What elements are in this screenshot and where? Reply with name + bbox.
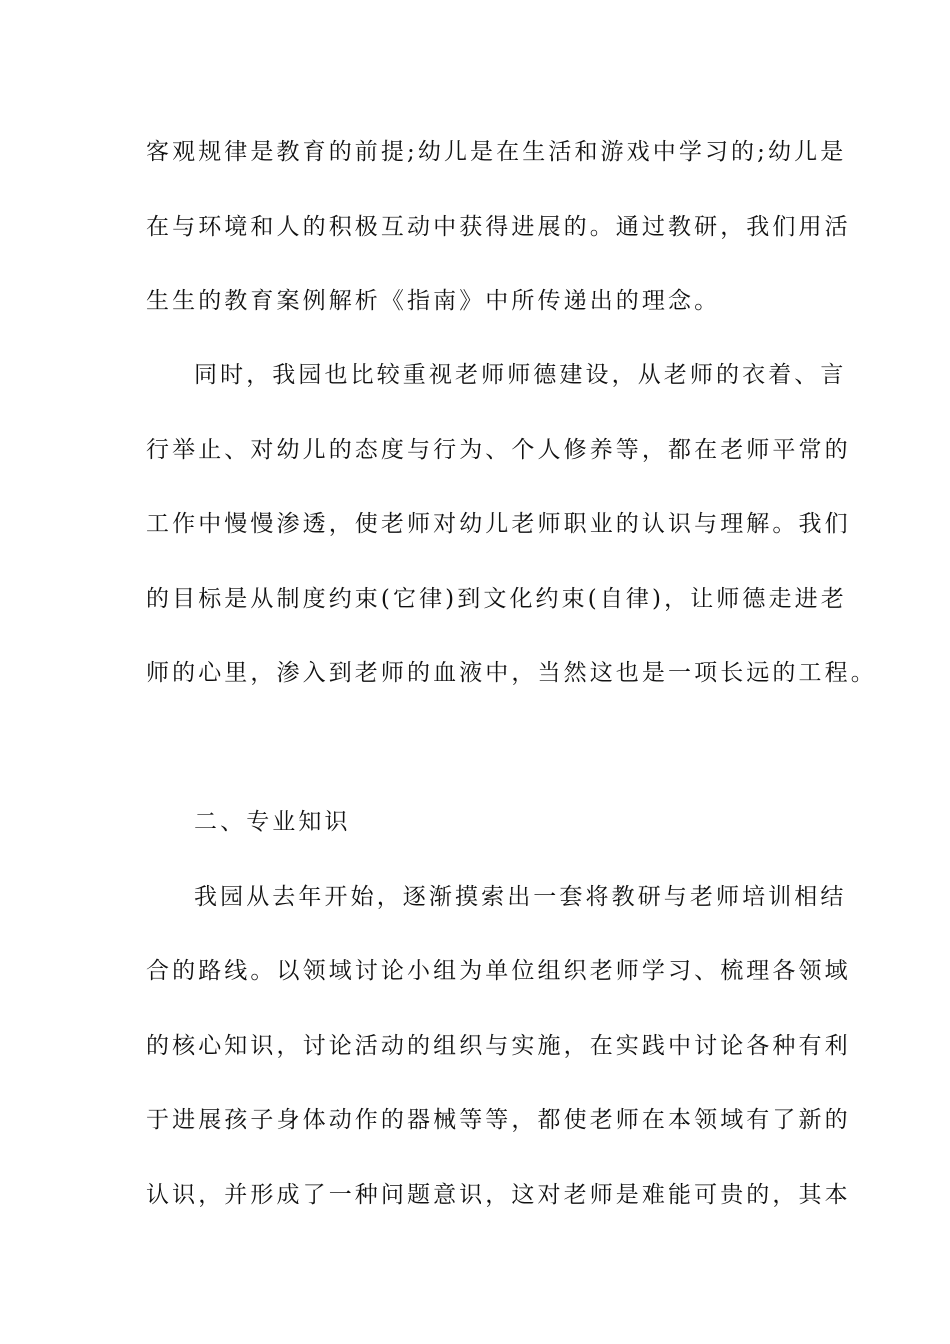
text-line: 于进展孩子身体动作的器械等等，都使老师在本领域有了新的 — [146, 1107, 851, 1133]
text-line: 合的路线。以领域讨论小组为单位组织老师学习、梳理各领域 — [146, 958, 851, 984]
section-heading: 二、专业知识 — [194, 809, 351, 835]
text-line: 的目标是从制度约束(它律)到文化约束(自律)，让师德走进老 — [146, 586, 847, 612]
text-line: 在与环境和人的积极互动中获得进展的。通过教研，我们用活 — [146, 214, 851, 240]
paragraph-start-line: 同时，我园也比较重视老师师德建设，从老师的衣着、言 — [194, 362, 847, 388]
text-line: 行举止、对幼儿的态度与行为、个人修养等，都在老师平常的 — [146, 437, 851, 463]
text-line: 工作中慢慢渗透，使老师对幼儿老师职业的认识与理解。我们 — [146, 511, 851, 537]
text-line: 的核心知识，讨论活动的组织与实施，在实践中讨论各种有利 — [146, 1033, 851, 1059]
text-line: 生生的教育案例解析《指南》中所传递出的理念。 — [146, 288, 721, 314]
text-line: 客观规律是教育的前提;幼儿是在生活和游戏中学习的;幼儿是 — [146, 139, 847, 165]
text-line: 师的心里，渗入到老师的血液中，当然这也是一项长远的工程。 — [146, 660, 877, 686]
text-line: 认识，并形成了一种问题意识，这对老师是难能可贵的，其本 — [146, 1182, 851, 1208]
paragraph-start-line: 我园从去年开始，逐渐摸索出一套将教研与老师培训相结 — [194, 884, 847, 910]
